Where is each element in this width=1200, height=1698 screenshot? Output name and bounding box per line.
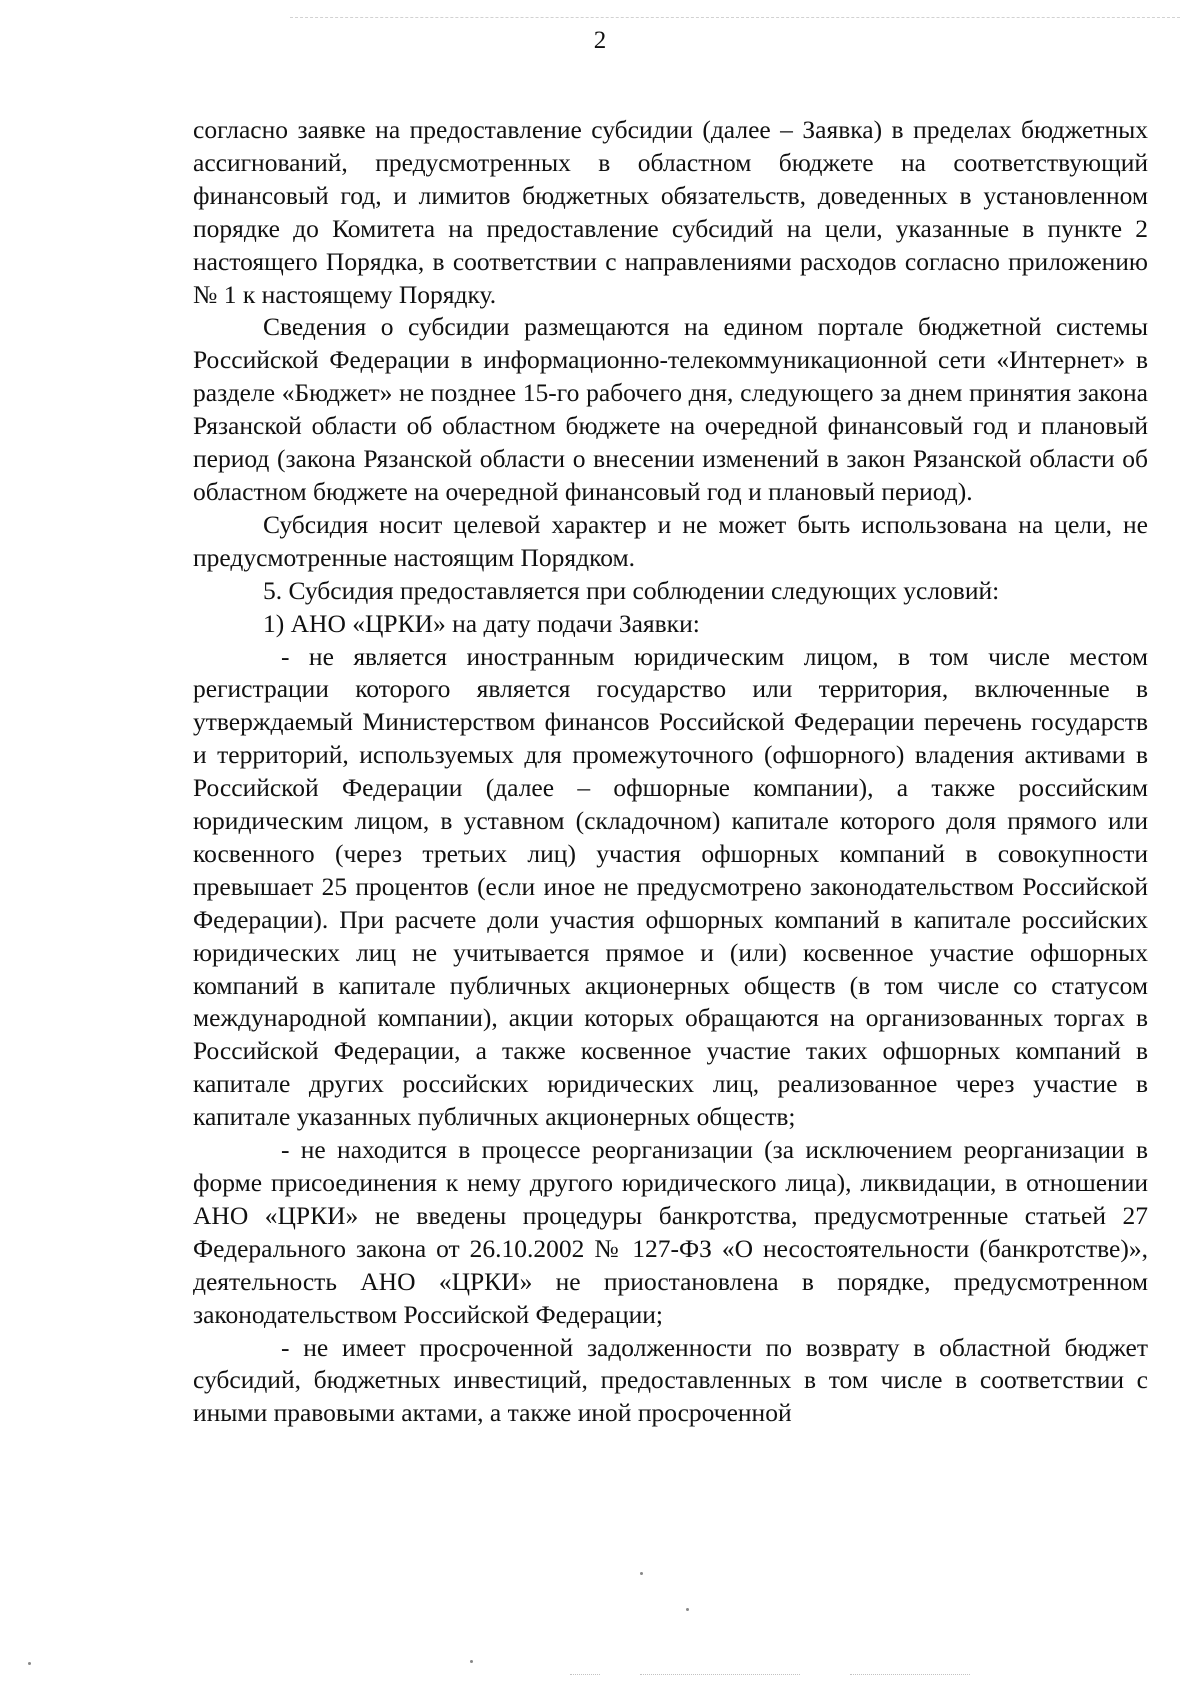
page-number: 2 bbox=[593, 27, 607, 54]
scan-speck bbox=[28, 1662, 31, 1665]
paragraph-subclause-1: 1) АНО «ЦРКИ» на дату подачи Заявки: bbox=[263, 608, 700, 638]
paragraph-application-limits: согласно заявке на предоставление субсидии (далее – Заявка) в пределах бюджетных ассигнований, предусмотренных в областном бюджете на соответствующий финансовый год, и лимитов бюджетных обязательств, доведенных в установленном порядке до Комитета на предоставление субсидий на цели, указанные в пункте 2 настоящего Порядка, в соответствии с направлениями расходов согласно приложению № 1 к настоящему Порядку. bbox=[193, 115, 1148, 309]
paragraph-overdue-debt-condition: - не имеет просроченной задолженности по возврату в областной бюджет субсидий, бюджетных инвестиций, предоставленных в том числе в соответствии с иными правовыми актами, а также иной просроченной bbox=[193, 1332, 1148, 1428]
scan-speck bbox=[640, 1572, 643, 1575]
scan-artifact-bottom bbox=[640, 1660, 800, 1675]
paragraph-subsidy-info-portal: Сведения о субсидии размещаются на едином портале бюджетной системы Российской Федерации в информационно-телекоммуникационной сети «Интернет» в разделе «Бюджет» не позднее 15-го рабочего дня, следующего за днем принятия закона Рязанской области об областном бюджете на очередной финансовый год и плановый период (закона Рязанской области о внесении изменений в закон Рязанской области об областном бюджете на очередной финансовый год и плановый период). bbox=[193, 312, 1148, 506]
scan-speck bbox=[686, 1608, 689, 1611]
paragraph-targeted-nature: Субсидия носит целевой характер и не может быть использована на цели, не предусмотренные настоящим Порядком. bbox=[193, 509, 1148, 572]
scan-speck bbox=[470, 1660, 473, 1663]
paragraph-offshore-condition: - не является иностранным юридическим лицом, в том числе местом регистрации которого является государство или территория, включенные в утверждаемый Министерством финансов Российской Федерации перечень государств и территорий, используемых для промежуточного (офшорного) владения активами в Российской Федерации (далее – офшорные компании), а также российским юридическим лицом, в уставном (складочном) капитале которого доля прямого или косвенного (через третьих лиц) участия офшорных компаний в совокупности превышает 25 процентов (если иное не предусмотрено законодательством Российской Федерации). При расчете доли участия офшорных компаний в капитале российских юридических лиц не учитывается прямое и (или) косвенное участие офшорных компаний в капитале публичных акционерных обществ (в том числе со статусом международной компании), акции которых обращаются на организованных торгах в Российской Федерации, а также косвенное участие таких офшорных компаний в капитале других российских юридических лиц, реализованное через участие в капитале указанных публичных акционерных обществ; bbox=[193, 641, 1148, 1132]
scan-artifact-top bbox=[290, 17, 1180, 21]
scan-artifact-bottom bbox=[570, 1660, 600, 1675]
paragraph-reorganization-condition: - не находится в процессе реорганизации (за исключением реорганизации в форме присоединения к нему другого юридического лица), ликвидации, в отношении АНО «ЦРКИ» не введены процедуры банкротства, предусмотренные статьей 27 Федерального закона от 26.10.2002 № 127-ФЗ «О несостоятельности (банкротстве)», деятельность АНО «ЦРКИ» не приостановлена в порядке, предусмотренном законодательством Российской Федерации; bbox=[193, 1135, 1148, 1329]
document-body bbox=[193, 114, 1148, 1430]
paragraph-clause-5-conditions: 5. Субсидия предоставляется при соблюдении следующих условий: bbox=[263, 575, 1000, 605]
scan-artifact-bottom bbox=[850, 1660, 970, 1675]
